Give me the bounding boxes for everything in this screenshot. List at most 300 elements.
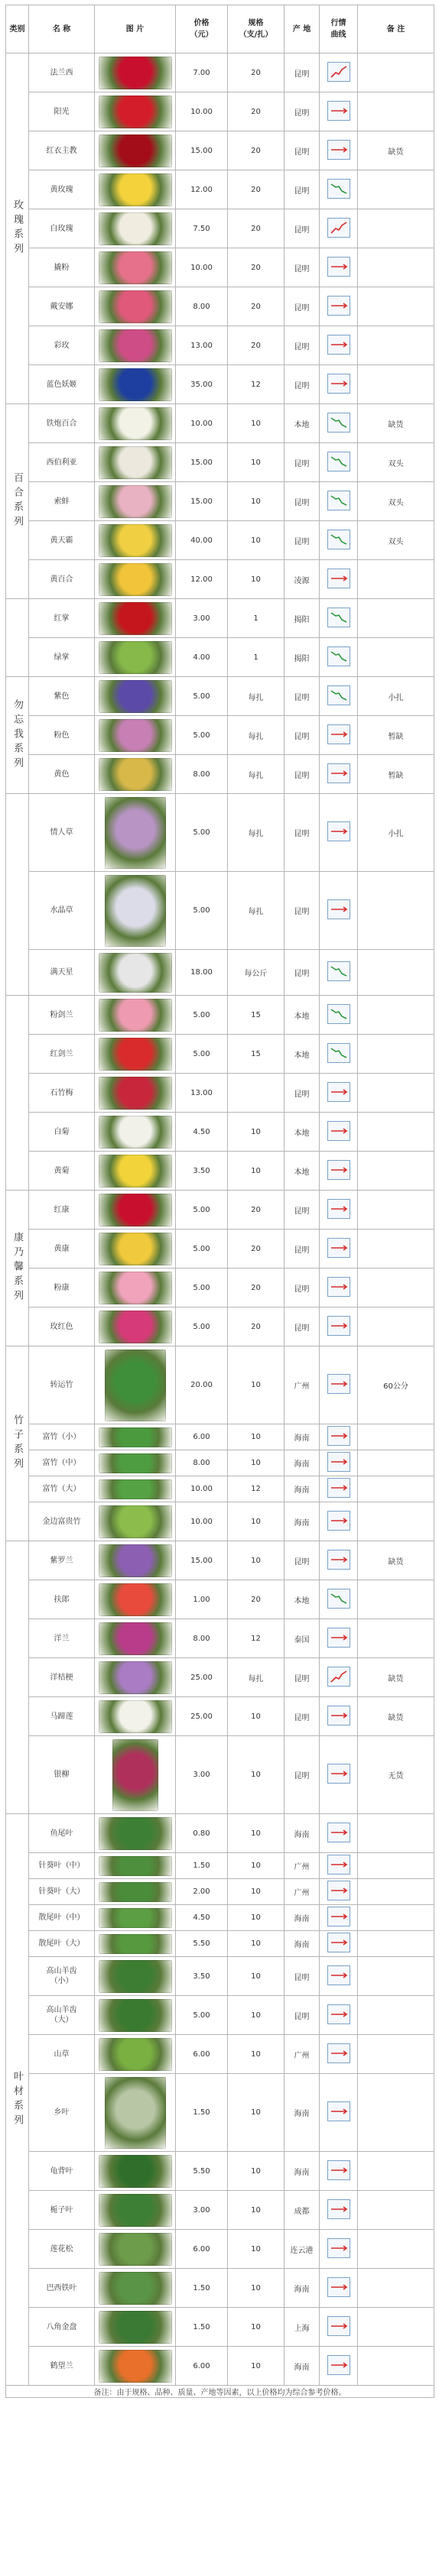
flower-photo-cell	[95, 2074, 176, 2152]
trend-chart	[327, 1855, 350, 1874]
trend-cell	[320, 1269, 358, 1307]
trend-cell	[320, 365, 358, 404]
remark-value: 暂缺	[358, 755, 434, 794]
price-value: 35.00	[176, 365, 228, 404]
remark-value	[358, 1307, 434, 1346]
origin-value: 海南	[285, 1502, 320, 1541]
price-value: 10.00	[176, 1476, 228, 1502]
price-value: 0.80	[176, 1814, 228, 1853]
table-row	[6, 1879, 434, 1905]
trend-line-icon	[328, 1764, 350, 1783]
flower-photo	[99, 2155, 172, 2188]
trend-cell	[320, 1541, 358, 1580]
flower-photo-cell	[95, 131, 176, 170]
trend-chart	[327, 1121, 350, 1141]
spec-value: 15	[228, 996, 285, 1035]
trend-line-icon	[328, 1200, 350, 1218]
spec-value: 10	[228, 2347, 285, 2386]
flower-photo	[105, 2077, 166, 2149]
price-value: 3.00	[176, 1736, 228, 1814]
flower-photo-cell	[95, 677, 176, 716]
table-row	[6, 1957, 434, 1996]
flower-photo-cell	[95, 599, 176, 638]
spec-value: 10	[228, 1113, 285, 1152]
table-row	[6, 638, 434, 677]
remark-value	[358, 1619, 434, 1658]
trend-cell	[320, 1658, 358, 1697]
remark-value	[358, 2230, 434, 2269]
origin-value: 昆明	[285, 1191, 320, 1230]
price-value: 5.00	[176, 1996, 228, 2035]
trend-line-icon	[328, 962, 350, 980]
trend-cell	[320, 1191, 358, 1230]
header-photo: 图 片	[95, 5, 176, 53]
origin-value: 昆明	[285, 1307, 320, 1346]
trend-line-icon	[328, 822, 350, 841]
remark-value	[358, 1580, 434, 1619]
trend-cell	[320, 1697, 358, 1736]
flower-name: 扶郎	[29, 1580, 95, 1619]
trend-cell	[320, 287, 358, 326]
flower-name: 巴西铁叶	[29, 2269, 95, 2308]
origin-value: 海南	[285, 1450, 320, 1476]
trend-line-icon	[328, 1161, 350, 1179]
remark-value: 双头	[358, 443, 434, 482]
spec-value: 20	[228, 1269, 285, 1307]
trend-chart	[327, 530, 350, 549]
trend-chart	[327, 491, 350, 510]
trend-cell	[320, 1152, 358, 1191]
trend-chart	[327, 1043, 350, 1063]
trend-chart	[327, 2043, 350, 2063]
table-row	[6, 755, 434, 794]
flower-photo	[99, 1934, 172, 1954]
flower-name: 红衣主教	[29, 131, 95, 170]
spec-value: 10	[228, 482, 285, 521]
trend-line-icon	[328, 2278, 350, 2296]
flower-photo-cell	[95, 1346, 176, 1424]
spec-value: 20	[228, 170, 285, 209]
remark-value	[358, 1905, 434, 1931]
price-value: 8.00	[176, 287, 228, 326]
table-row	[6, 1307, 434, 1346]
remark-value	[358, 1476, 434, 1502]
trend-line-icon	[328, 2044, 350, 2062]
category-cell: 玫瑰系列	[6, 53, 29, 404]
flower-photo-cell	[95, 1905, 176, 1931]
trend-line-icon	[328, 2005, 350, 2024]
trend-cell	[320, 2230, 358, 2269]
table-row	[6, 2074, 434, 2152]
price-value: 13.00	[176, 1074, 228, 1113]
flower-photo-cell	[95, 1814, 176, 1853]
trend-cell	[320, 209, 358, 248]
spec-value: 20	[228, 1191, 285, 1230]
price-value: 5.00	[176, 716, 228, 755]
trend-cell	[320, 1346, 358, 1424]
spec-value: 15	[228, 1035, 285, 1074]
remark-value	[358, 2347, 434, 2386]
flower-name: 高山羊齿 （小）	[29, 1957, 95, 1996]
trend-line-icon	[328, 1823, 350, 1842]
origin-value: 海南	[285, 1476, 320, 1502]
flower-photo-cell	[95, 1269, 176, 1307]
trend-line-icon	[328, 647, 350, 666]
table-row	[6, 2152, 434, 2191]
spec-value: 20	[228, 209, 285, 248]
flower-name: 白玫瑰	[29, 209, 95, 248]
flower-name: 高山羊齿 （大）	[29, 1996, 95, 2035]
table-row	[6, 1450, 434, 1476]
flower-photo-cell	[95, 365, 176, 404]
price-sheet	[0, 5, 439, 2576]
price-value: 6.00	[176, 2230, 228, 2269]
flower-name: 山草	[29, 2035, 95, 2074]
trend-chart	[327, 218, 350, 238]
flower-photo	[99, 2038, 172, 2071]
remark-value	[358, 560, 434, 599]
trend-chart	[327, 1452, 350, 1472]
trend-line-icon	[328, 1706, 350, 1725]
origin-value: 海南	[285, 1424, 320, 1450]
flower-photo	[99, 1077, 172, 1110]
table-row	[6, 1541, 434, 1580]
flower-name: 粉剑兰	[29, 996, 95, 1035]
trend-line-icon	[328, 1855, 350, 1874]
flower-photo-cell	[95, 950, 176, 996]
flower-photo	[99, 1233, 172, 1265]
spec-value: 每公斤	[228, 950, 285, 996]
table-row	[6, 287, 434, 326]
flower-photo-cell	[95, 1996, 176, 2035]
table-row	[6, 1476, 434, 1502]
spec-value: 每扎	[228, 716, 285, 755]
trend-chart	[327, 335, 350, 355]
table-row	[6, 872, 434, 950]
flower-name: 紫罗兰	[29, 1541, 95, 1580]
trend-line-icon	[328, 102, 350, 120]
flower-name: 银柳	[29, 1736, 95, 1814]
spec-value: 10	[228, 1879, 285, 1905]
remark-value	[358, 1230, 434, 1269]
flower-name: 阳光	[29, 92, 95, 131]
flower-photo-cell	[95, 2230, 176, 2269]
trend-line-icon	[328, 1083, 350, 1101]
trend-line-icon	[328, 1375, 350, 1393]
trend-cell	[320, 2191, 358, 2230]
header-remark: 备 注	[358, 5, 434, 53]
flower-name: 黄百合	[29, 560, 95, 599]
table-row	[6, 1697, 434, 1736]
remark-value	[358, 1035, 434, 1074]
trend-cell	[320, 2035, 358, 2074]
flower-photo	[99, 1882, 172, 1902]
spec-value: 10	[228, 1814, 285, 1853]
price-value: 6.00	[176, 2347, 228, 2386]
table-row	[6, 1931, 434, 1957]
trend-chart	[327, 763, 350, 783]
trend-line-icon	[328, 180, 350, 198]
flower-photo-cell	[95, 482, 176, 521]
flower-name: 散尾叶（大）	[29, 1931, 95, 1957]
flower-photo-cell	[95, 2347, 176, 2386]
spec-value: 20	[228, 131, 285, 170]
flower-name: 黄天霸	[29, 521, 95, 560]
spec-value: 10	[228, 2230, 285, 2269]
trend-line-icon	[328, 141, 350, 159]
origin-value: 广州	[285, 1879, 320, 1905]
remark-value	[358, 2035, 434, 2074]
trend-chart	[327, 2004, 350, 2024]
table-row	[6, 2191, 434, 2230]
price-value: 10.00	[176, 1502, 228, 1541]
trend-cell	[320, 1113, 358, 1152]
flower-name: 莲花松	[29, 2230, 95, 2269]
trend-cell	[320, 404, 358, 443]
spec-value: 10	[228, 1346, 285, 1424]
trend-chart	[327, 1881, 350, 1900]
trend-chart	[327, 821, 350, 841]
trend-cell	[320, 755, 358, 794]
trend-cell	[320, 1736, 358, 1814]
trend-line-icon	[328, 1005, 350, 1023]
trend-cell	[320, 1502, 358, 1541]
table-row	[6, 521, 434, 560]
flower-name: 栀子叶	[29, 2191, 95, 2230]
remark-value: 小扎	[358, 794, 434, 872]
table-row	[6, 1035, 434, 1074]
trend-chart	[327, 2238, 350, 2258]
table-row	[6, 1853, 434, 1879]
trend-chart	[327, 1082, 350, 1102]
trend-line-icon	[328, 1239, 350, 1257]
category-cell: 康乃馨系列	[6, 1191, 29, 1346]
trend-cell	[320, 2074, 358, 2152]
price-value: 10.00	[176, 404, 228, 443]
remark-value	[358, 1152, 434, 1191]
category-cell: 勿忘我系列	[6, 677, 29, 794]
header-trend: 行情 曲线	[320, 5, 358, 53]
trend-chart	[327, 140, 350, 160]
flower-photo	[99, 602, 172, 635]
origin-value: 海南	[285, 2347, 320, 2386]
flower-name: 法兰西	[29, 53, 95, 92]
category-cell: 叶材系列	[6, 1814, 29, 2386]
flower-photo	[99, 212, 172, 245]
flower-name: 黄菊	[29, 1152, 95, 1191]
origin-value: 昆明	[285, 950, 320, 996]
origin-value: 本地	[285, 1035, 320, 1074]
origin-value: 本地	[285, 1113, 320, 1152]
remark-value: 缺货	[358, 1697, 434, 1736]
trend-chart	[327, 1004, 350, 1024]
trend-cell	[320, 170, 358, 209]
flower-name: 八角金盘	[29, 2308, 95, 2347]
table-row	[6, 794, 434, 872]
price-value: 15.00	[176, 482, 228, 521]
header-origin: 产 地	[285, 5, 320, 53]
trend-line-icon	[328, 296, 350, 315]
price-value: 8.00	[176, 1619, 228, 1658]
flower-photo	[99, 2272, 172, 2305]
flower-photo	[99, 1999, 172, 2032]
remark-value: 暂缺	[358, 716, 434, 755]
footer-row	[6, 2386, 434, 2398]
trend-line-icon	[328, 1628, 350, 1647]
trend-cell	[320, 2269, 358, 2308]
origin-value: 凌源	[285, 560, 320, 599]
flower-name: 戴安娜	[29, 287, 95, 326]
table-row	[6, 326, 434, 365]
flower-name: 龟背叶	[29, 2152, 95, 2191]
flower-name: 绿掌	[29, 638, 95, 677]
trend-line-icon	[328, 608, 350, 627]
trend-line-icon	[328, 1907, 350, 1926]
trend-chart	[327, 2277, 350, 2297]
origin-value: 昆明	[285, 170, 320, 209]
spec-value: 10	[228, 1957, 285, 1996]
trend-chart	[327, 2160, 350, 2180]
trend-cell	[320, 1905, 358, 1931]
trend-line-icon	[328, 413, 350, 432]
flower-photo	[99, 1505, 172, 1538]
price-value: 5.00	[176, 1269, 228, 1307]
flower-photo-cell	[95, 1931, 176, 1957]
remark-value	[358, 1957, 434, 1996]
header-name: 名 称	[29, 5, 95, 53]
flower-photo-cell	[95, 287, 176, 326]
spec-value: 10	[228, 1502, 285, 1541]
trend-chart	[327, 1667, 350, 1687]
flower-name: 转运竹	[29, 1346, 95, 1424]
table-row	[6, 560, 434, 599]
table-row	[6, 1502, 434, 1541]
table-row	[6, 2269, 434, 2308]
remark-value	[358, 872, 434, 950]
flower-photo-cell	[95, 248, 176, 287]
flower-name: 水晶草	[29, 872, 95, 950]
price-value: 10.00	[176, 92, 228, 131]
origin-value: 昆明	[285, 248, 320, 287]
price-value: 12.00	[176, 560, 228, 599]
spec-value: 20	[228, 92, 285, 131]
flower-photo	[99, 57, 172, 89]
price-value: 4.50	[176, 1113, 228, 1152]
origin-value: 昆明	[285, 755, 320, 794]
origin-value: 昆明	[285, 1697, 320, 1736]
price-value: 1.50	[176, 2308, 228, 2347]
origin-value: 连云港	[285, 2230, 320, 2269]
remark-value	[358, 1074, 434, 1113]
trend-cell	[320, 1580, 358, 1619]
flower-photo-cell	[95, 716, 176, 755]
table-row	[6, 1074, 434, 1113]
origin-value: 昆明	[285, 1957, 320, 1996]
flower-photo-cell	[95, 2269, 176, 2308]
remark-value	[358, 2152, 434, 2191]
trend-chart	[327, 1277, 350, 1297]
flower-name: 富竹（大）	[29, 1476, 95, 1502]
remark-value: 无货	[358, 1736, 434, 1814]
price-value: 6.00	[176, 1424, 228, 1450]
remark-value	[358, 2308, 434, 2347]
origin-value: 揭阳	[285, 599, 320, 638]
trend-cell	[320, 1931, 358, 1957]
flower-photo	[99, 485, 172, 518]
trend-cell	[320, 248, 358, 287]
price-value: 5.00	[176, 677, 228, 716]
trend-cell	[320, 1230, 358, 1269]
price-value: 15.00	[176, 1541, 228, 1580]
flower-photo-cell	[95, 872, 176, 950]
remark-value	[358, 950, 434, 996]
table-row	[6, 443, 434, 482]
flower-photo	[99, 1622, 172, 1655]
flower-name: 撬粉	[29, 248, 95, 287]
trend-line-icon	[328, 1427, 350, 1445]
flower-photo-cell	[95, 2152, 176, 2191]
remark-value: 小扎	[358, 677, 434, 716]
price-value: 4.00	[176, 638, 228, 677]
flower-photo-cell	[95, 53, 176, 92]
trend-line-icon	[328, 335, 350, 354]
trend-line-icon	[328, 1933, 350, 1952]
trend-cell	[320, 1957, 358, 1996]
spec-value: 10	[228, 2035, 285, 2074]
origin-value: 海南	[285, 1814, 320, 1853]
spec-value: 10	[228, 1541, 285, 1580]
remark-value	[358, 287, 434, 326]
flower-photo-cell	[95, 996, 176, 1035]
origin-value: 揭阳	[285, 638, 320, 677]
trend-chart	[327, 2316, 350, 2336]
flower-name: 马蹄莲	[29, 1697, 95, 1736]
flower-photo-cell	[95, 1191, 176, 1230]
origin-value: 昆明	[285, 872, 320, 950]
flower-photo	[99, 524, 172, 557]
origin-value: 昆明	[285, 1736, 320, 1814]
trend-chart	[327, 646, 350, 666]
trend-chart	[327, 62, 350, 82]
trend-chart	[327, 2355, 350, 2375]
remark-value	[358, 1113, 434, 1152]
origin-value: 昆明	[285, 1269, 320, 1307]
origin-value: 昆明	[285, 716, 320, 755]
category-cell	[6, 599, 29, 677]
flower-photo	[99, 1661, 172, 1694]
flower-photo	[99, 1700, 172, 1733]
origin-value: 昆明	[285, 92, 320, 131]
spec-value: 1	[228, 599, 285, 638]
flower-photo	[99, 1817, 172, 1850]
trend-line-icon	[328, 63, 350, 81]
spec-value: 10	[228, 1697, 285, 1736]
flower-name: 西伯利亚	[29, 443, 95, 482]
footer-note: 备注：由于规格、品种、质量、产地等因素，以上价格均为综合参考价格。	[6, 2386, 434, 2398]
remark-value	[358, 1191, 434, 1230]
price-value: 10.00	[176, 248, 228, 287]
flower-photo-cell	[95, 1113, 176, 1152]
remark-value	[358, 365, 434, 404]
flower-photo	[105, 797, 166, 869]
flower-photo-cell	[95, 1853, 176, 1879]
spec-value: 20	[228, 287, 285, 326]
flower-name: 富竹（小）	[29, 1424, 95, 1450]
spec-value: 12	[228, 365, 285, 404]
table-row	[6, 1905, 434, 1931]
origin-value: 昆明	[285, 1658, 320, 1697]
flower-name: 黄康	[29, 1230, 95, 1269]
